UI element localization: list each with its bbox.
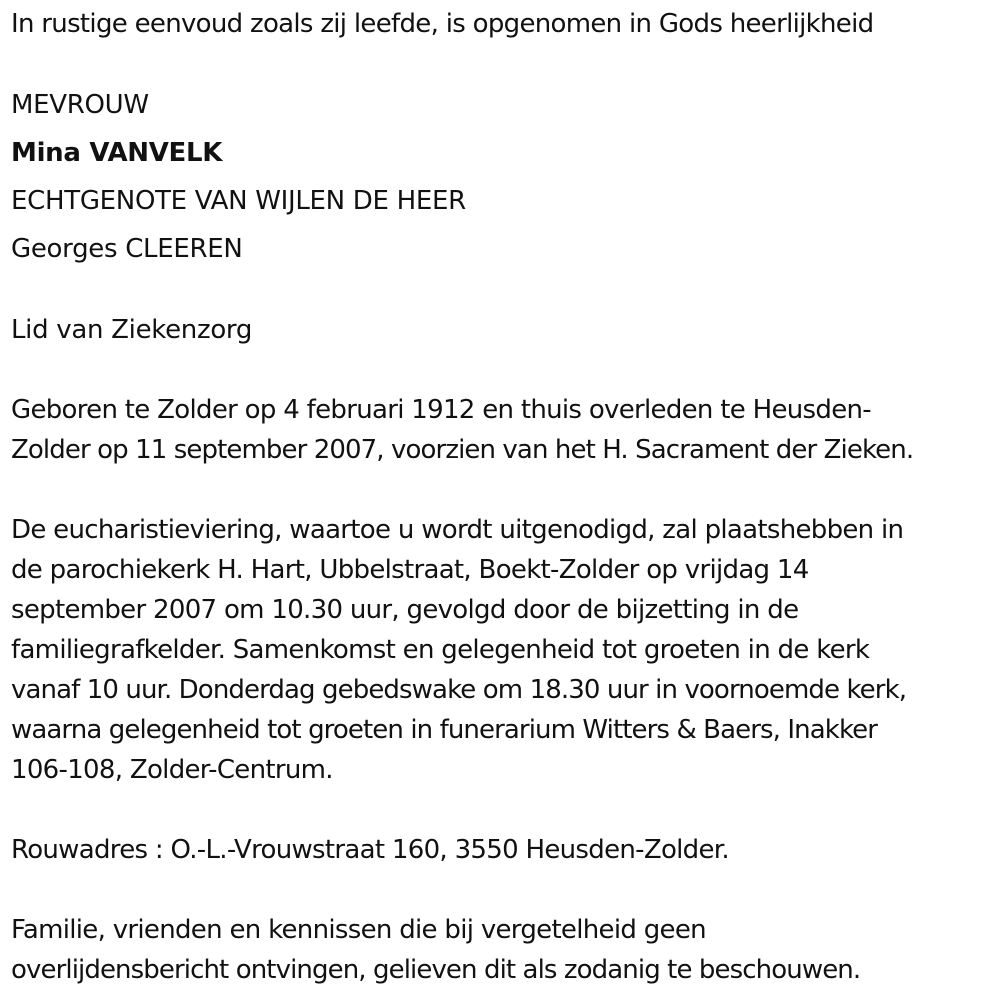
ceremony-line: de parochiekerk H. Hart, Ubbelstraat, Boekt-Zolder op vrijdag 14 bbox=[11, 555, 809, 585]
deceased-name: Mina VANVELK bbox=[11, 138, 223, 168]
spouse-name: Georges CLEEREN bbox=[11, 234, 243, 264]
title-prefix: MEVROUW bbox=[11, 90, 149, 120]
intro-text: In rustige eenvoud zoals zij leefde, is opgenomen in Gods heerlijkheid bbox=[11, 9, 874, 39]
ceremony-line: waarna gelegenheid tot groeten in funerarium Witters & Baers, Inakker bbox=[11, 715, 878, 745]
closing-line: overlijdensbericht ontvingen, gelieven dit als zodanig te beschouwen. bbox=[11, 955, 861, 985]
membership-text: Lid van Ziekenzorg bbox=[11, 315, 253, 345]
ceremony-line: september 2007 om 10.30 uur, gevolgd door de bijzetting in de bbox=[11, 595, 799, 625]
ceremony-line: 106-108, Zolder-Centrum. bbox=[11, 755, 333, 785]
birth-death-line: Zolder op 11 september 2007, voorzien van het H. Sacrament der Zieken. bbox=[11, 435, 914, 465]
address-text: Rouwadres : O.-L.-Vrouwstraat 160, 3550 Heusden-Zolder. bbox=[11, 835, 729, 865]
birth-death-line: Geboren te Zolder op 4 februari 1912 en thuis overleden te Heusden- bbox=[11, 395, 871, 425]
closing-line: Familie, vrienden en kennissen die bij vergetelheid geen bbox=[11, 915, 706, 945]
ceremony-line: De eucharistieviering, waartoe u wordt uitgenodigd, zal plaatshebben in bbox=[11, 515, 904, 545]
spouse-label: ECHTGENOTE VAN WIJLEN DE HEER bbox=[11, 186, 466, 216]
ceremony-line: vanaf 10 uur. Donderdag gebedswake om 18.30 uur in voornoemde kerk, bbox=[11, 675, 907, 705]
ceremony-line: familiegrafkelder. Samenkomst en gelegenheid tot groeten in de kerk bbox=[11, 635, 870, 665]
